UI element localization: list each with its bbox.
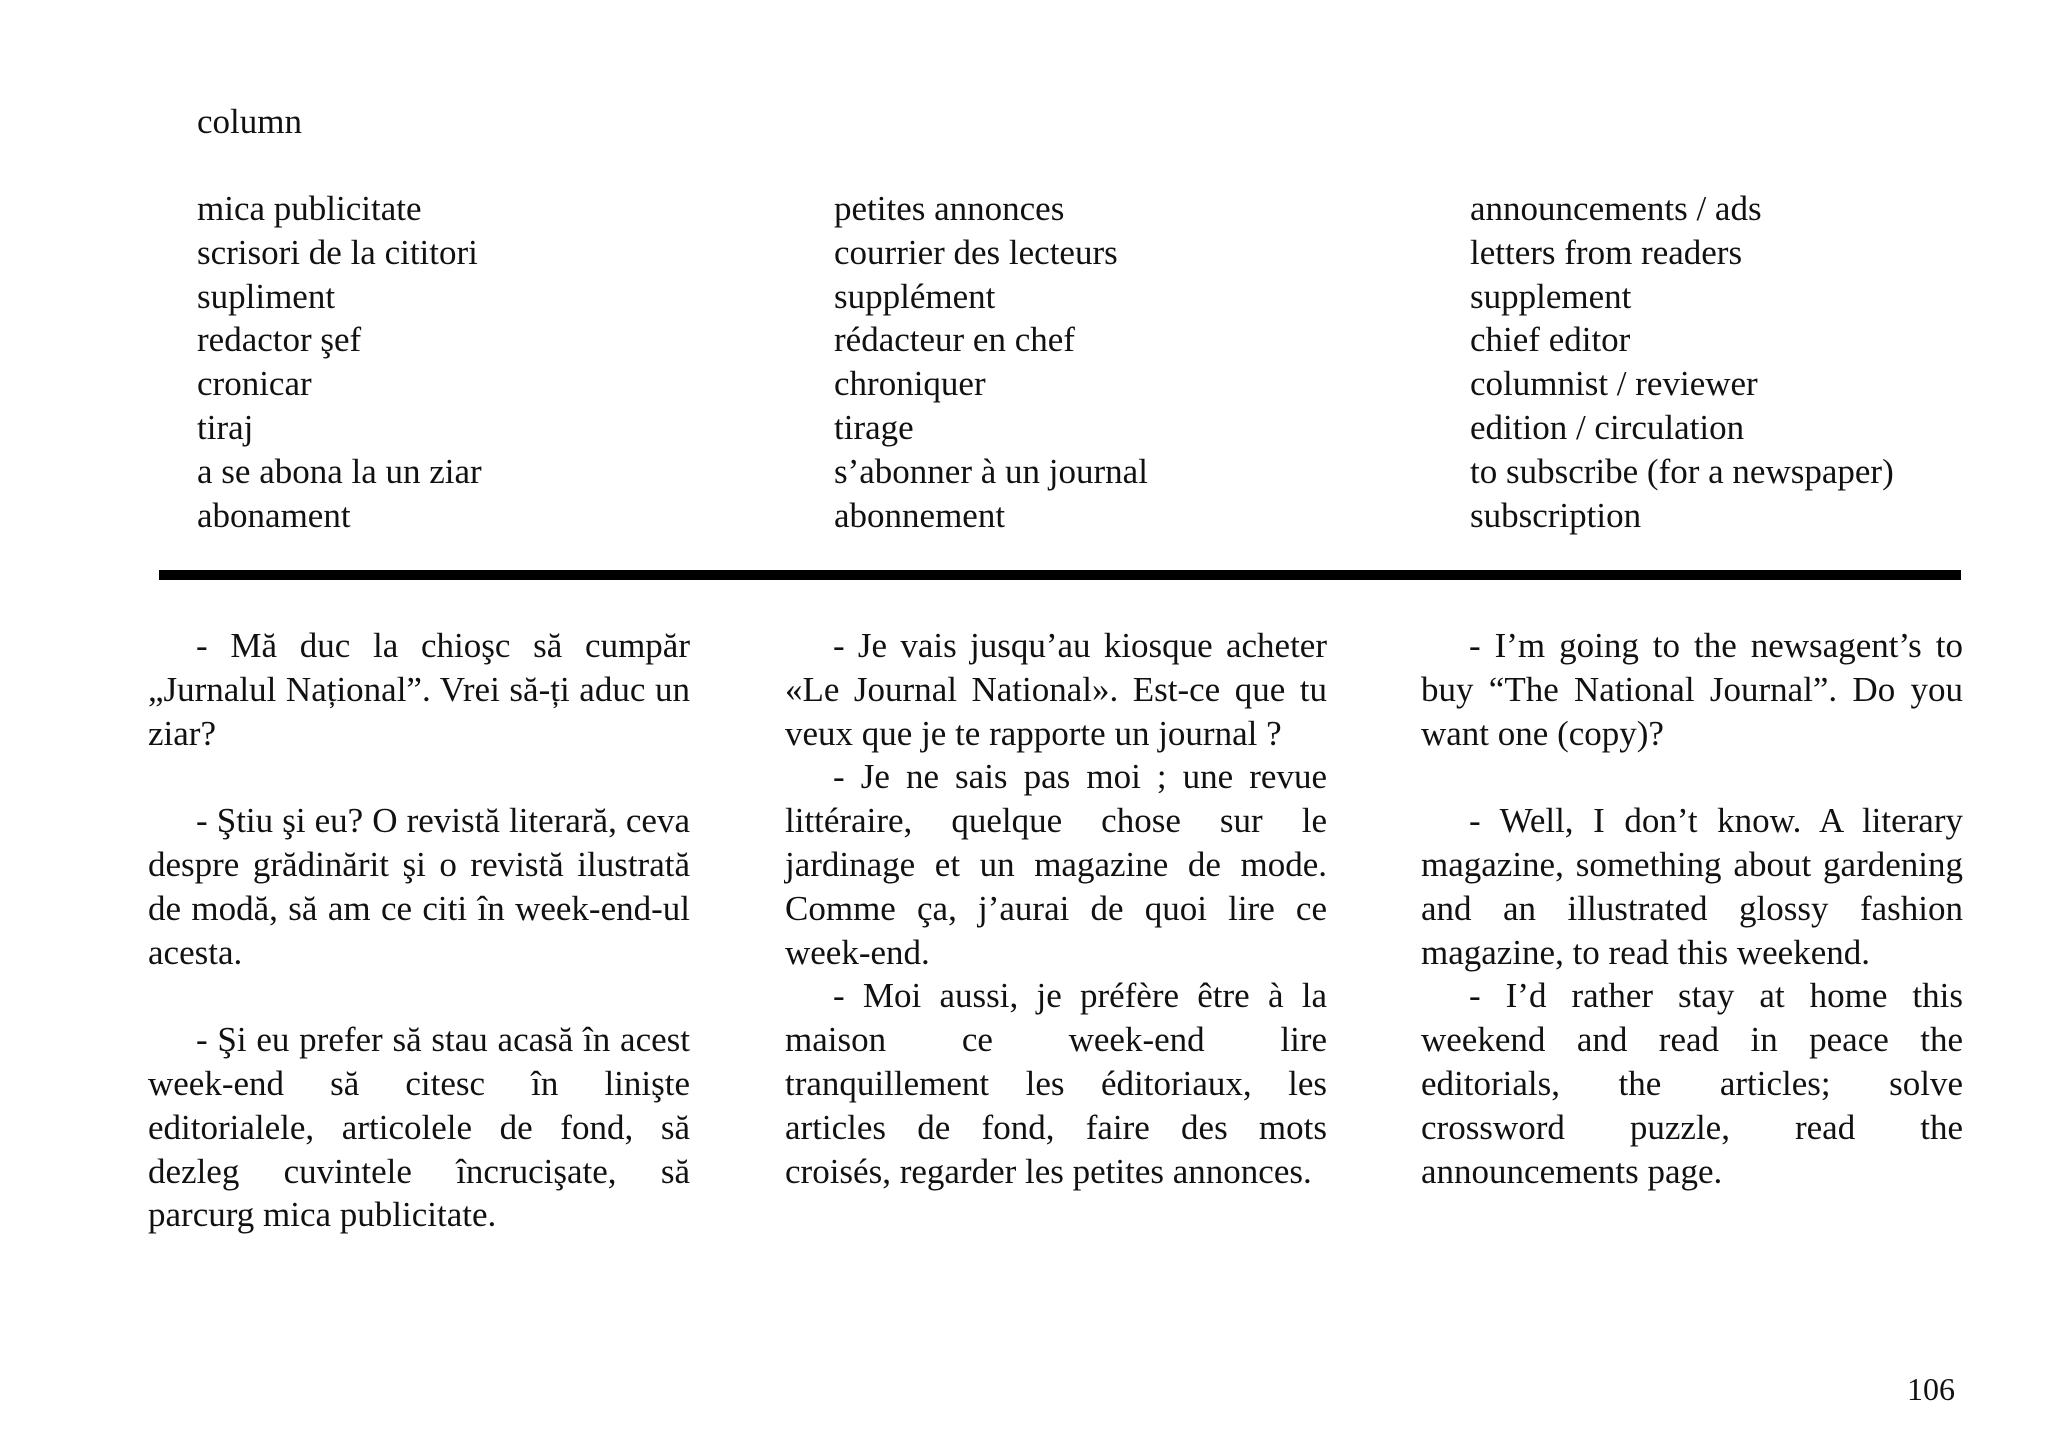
vocabulary-term-ro: tiraj [197,407,254,447]
vocabulary-term-en: announcements / ads [1470,189,1762,228]
vocabulary-french-column [834,187,1148,537]
vocabulary-term-fr: rédacteur en chef [834,320,1075,360]
vocabulary-term-fr: petites annonces [834,189,1065,228]
dialogue-line-ro: - Ştiu şi eu? O revistă literară, ceva despre grădinărit şi o revistă ilustrată de modă, să am ce citi în week-end-ul acesta. [148,801,690,972]
vocabulary-term-fr: s’abonner à un journal [834,451,1148,491]
page-number: 106 [1907,1371,1955,1407]
dialogue-romanian-column [148,624,690,1237]
dialogue-french-column [785,624,1327,1193]
vocabulary-term-fr: courrier des lecteurs [834,232,1118,272]
vocabulary-english-column [1470,187,1894,537]
vocabulary-term-ro: mica publicitate [197,189,422,228]
dialogue-line-ro: - Şi eu prefer să stau acasă în acest week-end să citesc în linişte editorialele, articolele de fond, să dezleg cuvintele încrucişate, să parcurg mica publicitate. [148,1020,690,1235]
vocabulary-term-ro: a se abona la un ziar [197,451,482,491]
vocabulary-term-ro: scrisori de la cititori [197,232,478,272]
vocabulary-term-en: chief editor [1470,320,1631,360]
vocabulary-term-en: columnist / reviewer [1470,364,1758,404]
vocabulary-term-en: edition / circulation [1470,407,1745,447]
dialogue-line-ro: - Mă duc la chioşc să cumpăr „Jurnalul Național”. Vrei să-ți aduc un ziar? [148,626,690,753]
vocabulary-term-ro: redactor şef [197,320,362,360]
vocabulary-term-fr: chroniquer [834,364,986,404]
dialogue-line-en: - I’d rather stay at home this weekend and read in peace the editorials, the articles; solve crossword puzzle, read the announcements page. [1421,976,1963,1191]
vocabulary-term-fr: abonnement [834,495,1006,535]
vocabulary-term-en: letters from readers [1470,232,1743,272]
vocabulary-term-ro: cronicar [197,364,312,404]
dialogue-english-column [1421,624,1963,1193]
vocabulary-term-ro: abonament [197,495,351,535]
dialogue-line-fr: - Moi aussi, je préfère être à la maison ce week-end lire tranquillement les éditoriaux, les articles de fond, faire des mots croisés, regarder les petites annonces. [785,976,1327,1191]
dialogue-line-en: - I’m going to the newsagent’s to buy “The National Journal”. Do you want one (copy)? [1421,626,1963,753]
vocabulary-term-fr: supplément [834,276,996,316]
vocabulary-romanian-column [197,187,482,537]
vocabulary-term-en: to subscribe (for a newspaper) [1470,451,1894,491]
section-divider [159,570,1961,580]
vocabulary-term-fr: tirage [834,407,914,447]
dialogue-line-fr: - Je vais jusqu’au kiosque acheter «Le Journal National». Est-ce que tu veux que je te rapporte un journal ? [785,626,1327,753]
dialogue-line-fr: - Je ne sais pas moi ; une revue littéraire, quelque chose sur le jardinage et un magazine de mode. Comme ça, j’aurai de quoi lire ce week-end. [785,757,1327,972]
dialogue-line-en: - Well, I don’t know. A literary magazine, something about gardening and an illustrated glossy fashion magazine, to read this weekend. [1421,801,1963,972]
vocabulary-term-ro: supliment [197,276,336,316]
vocabulary-heading: column [197,102,302,141]
vocabulary-term-en: supplement [1470,276,1632,316]
vocabulary-term-en: subscription [1470,495,1642,535]
